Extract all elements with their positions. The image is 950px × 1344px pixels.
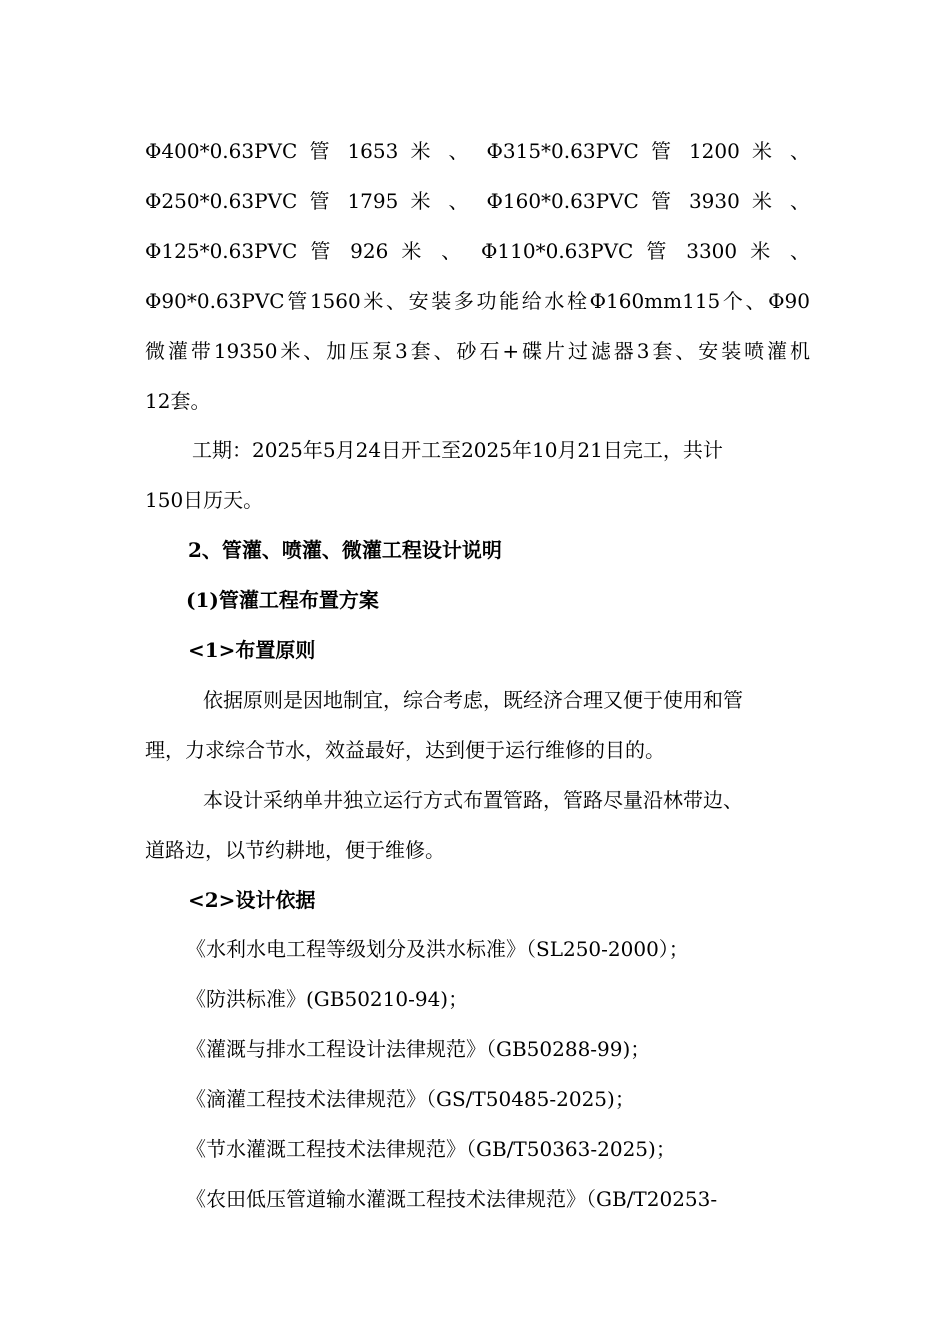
principle-heading: <1>布置原则 xyxy=(188,638,316,662)
basis-item: 《水利水电工程等级划分及洪水标准》（SL250-2000）； xyxy=(186,937,689,961)
schedule-line-2: 150日历天。 xyxy=(145,488,264,512)
principle-para1-line-1: 依据原则是因地制宜，综合考虑，既经济合理又便于使用和管 xyxy=(203,688,743,712)
material-list-line-3: Φ125*0.63PVC 管 926 米 、 Φ110*0.63PVC 管 3300 米 、 xyxy=(145,239,810,263)
section-heading: 2、管灌、喷灌、微灌工程设计说明 xyxy=(188,538,502,562)
material-list-line-2: Φ250*0.63PVC 管 1795 米 、 Φ160*0.63PVC 管 3930 米 、 xyxy=(145,189,810,213)
principle-para1-line-2: 理，力求综合节水，效益最好，达到便于运行维修的目的。 xyxy=(145,738,665,762)
material-list-line-4: Φ90*0.63PVC管1560米、安装多功能给水栓Φ160mm115个、Φ90 xyxy=(145,289,810,313)
principle-para2-line-1: 本设计采纳单井独立运行方式布置管路，管路尽量沿林带边、 xyxy=(203,788,743,812)
material-list-line-1: Φ400*0.63PVC 管 1653 米 、 Φ315*0.63PVC 管 1200 米 、 xyxy=(145,139,810,163)
basis-item: 《灌溉与排水工程设计法律规范》（GB50288-99)； xyxy=(186,1037,651,1061)
material-list-line-5: 微灌带19350米、加压泵3套、砂石+碟片过滤器3套、安装喷灌机 xyxy=(145,339,810,363)
basis-heading: <2>设计依据 xyxy=(188,888,316,912)
principle-para2-line-2: 道路边，以节约耕地，便于维修。 xyxy=(145,838,445,862)
basis-item: 《防洪标准》(GB50210-94)； xyxy=(186,987,469,1011)
material-list-line-6: 12套。 xyxy=(145,389,211,413)
schedule-line-1: 工期：2025年5月24日开工至2025年10月21日完工，共计 xyxy=(192,438,723,462)
subsection-heading: (1)管灌工程布置方案 xyxy=(186,588,379,612)
basis-item: 《滴灌工程技术法律规范》（GS/T50485-2025)； xyxy=(186,1087,635,1111)
basis-item: 《节水灌溉工程技术法律规范》（GB/T50363-2025)； xyxy=(186,1137,676,1161)
basis-item: 《农田低压管道输水灌溉工程技术法律规范》（GB/T20253- xyxy=(186,1187,718,1211)
